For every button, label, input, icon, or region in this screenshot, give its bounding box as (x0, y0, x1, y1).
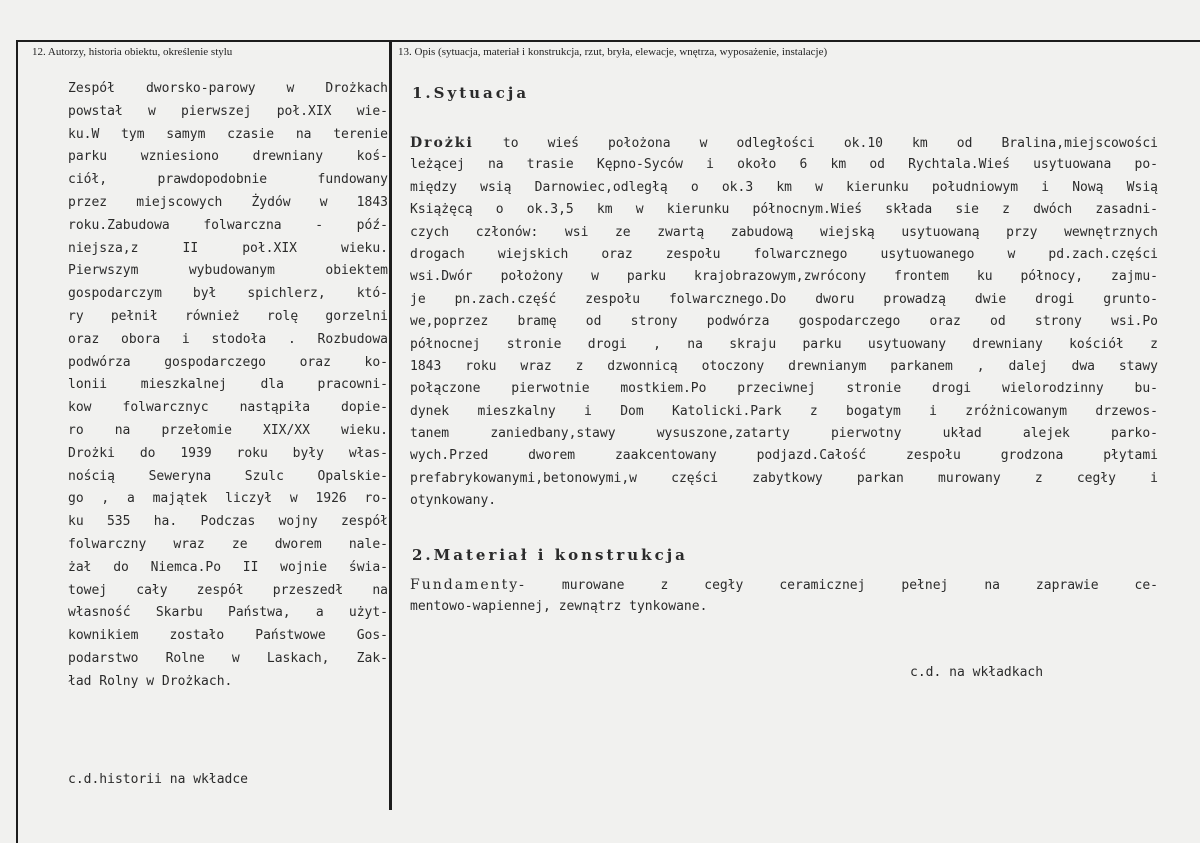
section-1-line (410, 132, 1158, 154)
history-line: oraz obora i stodoła . Rozbudowa (68, 331, 388, 347)
section-1-line: drogach wiejskich oraz zespołu folwarcznego usytuowanego w pd.zach.części (410, 246, 1158, 262)
section-1-line: północnej stronie drogi , na skraju parku usytuowany drewniany kościół z (410, 336, 1158, 352)
section-1-line: 1843 roku wraz z dzwonnicą otoczony drewnianym parkanem , dalej dwa stawy (410, 358, 1158, 374)
history-line: ro na przełomie XIX/XX wieku. (68, 422, 388, 438)
section-1-line: wych.Przed dworem zaakcentowany podjazd.Całość zespołu grodzona płytami (410, 448, 1158, 464)
history-line: parku wzniesiono drewniany koś- (68, 149, 388, 165)
section-1-lead-word: Drożki (410, 135, 474, 151)
section-1-line: leżącej na trasie Kępno-Syców i około 6 km od Rychtala.Wieś usytuowana po- (410, 157, 1158, 173)
history-line: ry pełnił również rolę gorzelni (68, 308, 388, 324)
history-line: kow folwarcznyc nastąpiła dopie- (68, 400, 388, 416)
history-line: Pierwszym wybudowanym obiektem (68, 263, 388, 279)
description-continuation-note: c.d. na wkładkach (910, 665, 1044, 680)
section-1-line: między wsią Darnowiec,odległą o ok.3 km w kierunku południowym i Nową Wsią (410, 179, 1158, 195)
section-1-line: dynek mieszkalny i Dom Katolicki.Park z bogatym i zróżnicowanym drzewos- (410, 403, 1158, 419)
history-line: powstał w pierwszej poł.XIX wie- (68, 103, 388, 119)
section-2-paragraph (410, 574, 1158, 619)
history-line: folwarczny wraz ze dworem nale- (68, 536, 388, 552)
section-2-line-text: murowane z cegły ceramicznej pełnej na zaprawie ce- (525, 578, 1158, 593)
section-1-line-text: to wieś położona w odległości ok.10 km od Bralina,miejscowości (473, 136, 1158, 151)
section-1-line: połączone pierwotnie mostkiem.Po przeciwnej stronie drogi wielorodzinny bu- (410, 381, 1158, 397)
history-line: nością Seweryna Szulc Opalskie- (68, 468, 388, 484)
frame-left-border (16, 40, 18, 843)
field-13-header: 13. Opis (sytuacja, materiał i konstrukcja, rzut, bryła, elewacje, wnętrza, wyposażenie, instalacje) (398, 46, 828, 58)
history-line: gospodarczym był spichlerz, któ- (68, 286, 388, 302)
history-line: podwórza gospodarczego oraz ko- (68, 354, 388, 370)
section-1-line: czych członów: wsi ze zwartą zabudową wiejską usytuowaną przy wewnętrznych (410, 224, 1158, 240)
history-line: ku.W tym samym czasie na terenie (68, 126, 388, 142)
section-1-line: je pn.zach.część zespołu folwarcznego.Do dworu prowadzą dwie drogi grunto- (410, 291, 1158, 307)
history-line: własność Skarbu Państwa, a użyt- (68, 605, 388, 621)
history-line: ciół, prawdopodobnie fundowany (68, 172, 388, 188)
section-1-line: wsi.Dwór położony w parku krajobrazowym,zwrócony frontem ku północy, zajmu- (410, 269, 1158, 285)
history-line: roku.Zabudowa folwarczna - póź- (68, 217, 388, 233)
history-line: lonii mieszkalnej dla pracowni- (68, 377, 388, 393)
section-1-line: prefabrykowanymi,betonowymi,w części zabytkowy parkan murowany z cegły i (410, 470, 1158, 486)
history-line: żał do Niemca.Po II wojnie świa- (68, 559, 388, 575)
frame-top-border (16, 40, 1200, 42)
section-1-line: otynkowany. (410, 493, 497, 509)
history-continuation-note: c.d.historii na wkładce (68, 772, 249, 787)
history-line: go , a majątek liczył w 1926 ro- (68, 491, 388, 507)
section-2-line (410, 574, 1158, 596)
column-divider (389, 40, 392, 810)
section-1-line: we,poprzez bramę od strony podwórza gospodarczego oraz od strony wsi.Po (410, 314, 1158, 330)
history-line: podarstwo Rolne w Laskach, Zak- (68, 650, 388, 666)
history-text (68, 78, 388, 694)
history-line: ład Rolny w Drożkach. (68, 673, 233, 689)
section-2-lead-word: Fundamenty- (410, 577, 526, 593)
section-2-line: mentowo-wapiennej, zewnątrz tynkowane. (410, 599, 708, 615)
section-1-paragraph (410, 132, 1158, 513)
history-line: przez miejscowych Żydów w 1843 (68, 194, 388, 210)
history-line: niejsza,z II poł.XIX wieku. (68, 240, 388, 256)
section-1-line: Książęcą o ok.3,5 km w kierunku północnym.Wieś składa sie z dwóch zasadni- (410, 202, 1158, 218)
section-1-line: tanem zaniedbany,stawy wysuszone,zatarty pierwotny układ alejek parko- (410, 426, 1158, 442)
history-line: Zespół dworsko-parowy w Drożkach (68, 81, 388, 96)
history-line: Drożki do 1939 roku były włas- (68, 445, 388, 461)
section-2-title: 2.Materiał i konstrukcja (412, 546, 688, 564)
history-line: towej cały zespół przeszedł na (68, 582, 388, 598)
history-line: kownikiem zostało Państwowe Gos- (68, 628, 388, 644)
section-1-title: 1.Sytuacja (412, 84, 530, 102)
history-line: ku 535 ha. Podczas wojny zespół (68, 514, 388, 530)
field-12-header: 12. Autorzy, historia obiektu, określenie stylu (32, 46, 233, 58)
